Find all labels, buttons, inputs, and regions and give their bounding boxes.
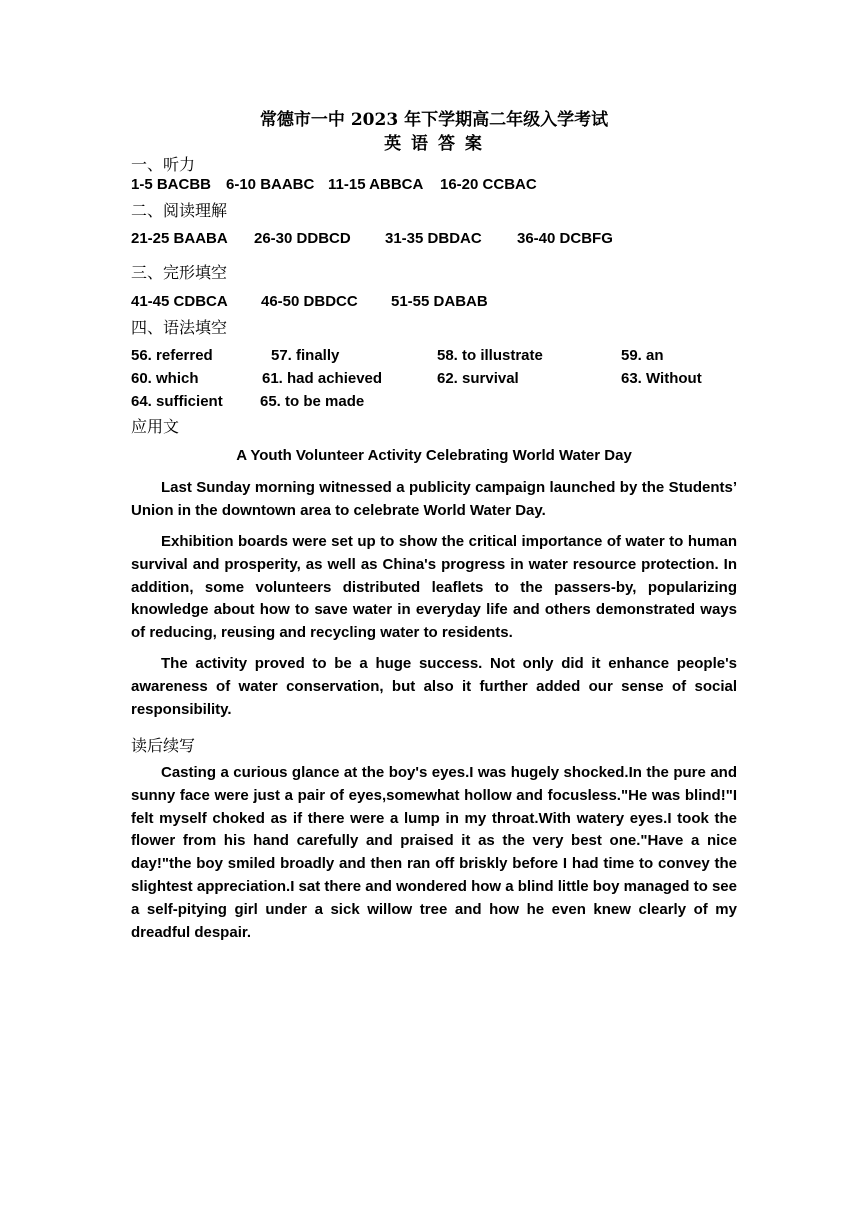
answer-group: 21-25 BAABA	[131, 230, 228, 247]
essay-paragraph: The activity proved to be a huge success. Not only did it enhance people's awareness of water conservation, but also it further added our sense of social responsibility.	[131, 655, 737, 718]
section-heading-listening: 一、听力	[131, 155, 196, 174]
section-heading-continuation: 读后续写	[131, 736, 196, 755]
grammar-answer: 65. to be made	[260, 393, 365, 410]
answer-group: 46-50 DBDCC	[261, 293, 358, 310]
grammar-answer: 62. survival	[437, 370, 519, 387]
essay-paragraph: Last Sunday morning witnessed a publicity campaign launched by the Students’ Union in the downtown area to celebrate World Water Day.	[131, 479, 737, 519]
grammar-answer: 64. sufficient	[131, 393, 223, 410]
section-heading-practical: 应用文	[131, 417, 180, 436]
answer-group: 6-10 BAABC	[226, 176, 315, 193]
grammar-answer: 59. an	[621, 347, 664, 364]
exam-title: 常德市一中 2023 年下学期高二年级入学考试	[259, 110, 609, 130]
grammar-answer: 56. referred	[131, 347, 213, 364]
continuation-paragraph: Casting a curious glance at the boy's eyes.I was hugely shocked.In the pure and sunny face were just a pair of eyes,somewhat hollow and focusless."He was blind!"I felt myself choked as if there were a lump in my throat.With watery eyes.I took the flower from his hand carefully and praised it as the very best one."Have a nice day!"the boy smiled broadly and then ran off briskly before I had time to convey the slightest appreciation.I sat there and wondered how a blind little boy managed to see a self-pitying girl under a sick willow tree and how he even knew clearly of my dreadful despair.	[131, 764, 737, 941]
grammar-answer: 61. had achieved	[262, 370, 383, 387]
answer-group: 16-20 CCBAC	[440, 176, 537, 193]
essay-paragraph: Exhibition boards were set up to show the critical importance of water to human survival and prosperity, as well as China's progress in water resource protection. In addition, some volunteers distributed leaflets to the passers-by, popularizing knowledge about how to save water in everyday life and others demonstrated ways of reducing, reusing and recycling water to residents.	[131, 533, 737, 642]
answer-group: 26-30 DDBCD	[254, 230, 351, 247]
section-heading-reading: 二、阅读理解	[131, 201, 228, 220]
grammar-answer: 58. to illustrate	[437, 347, 543, 364]
exam-subtitle: 英 语 答 案	[384, 134, 484, 154]
grammar-answer: 63. Without	[621, 370, 702, 387]
answer-group: 41-45 CDBCA	[131, 293, 228, 310]
essay-title: A Youth Volunteer Activity Celebrating World Water Day	[236, 447, 632, 464]
section-heading-cloze: 三、完形填空	[131, 263, 228, 282]
answer-group: 51-55 DABAB	[391, 293, 488, 310]
answer-group: 36-40 DCBFG	[517, 230, 613, 247]
answer-group: 1-5 BACBB	[131, 176, 212, 193]
answer-group: 11-15 ABBCA	[328, 176, 424, 193]
grammar-answer: 57. finally	[271, 347, 340, 364]
answer-group: 31-35 DBDAC	[385, 230, 482, 247]
grammar-answer: 60. which	[131, 370, 199, 387]
section-heading-grammar: 四、语法填空	[131, 318, 228, 337]
